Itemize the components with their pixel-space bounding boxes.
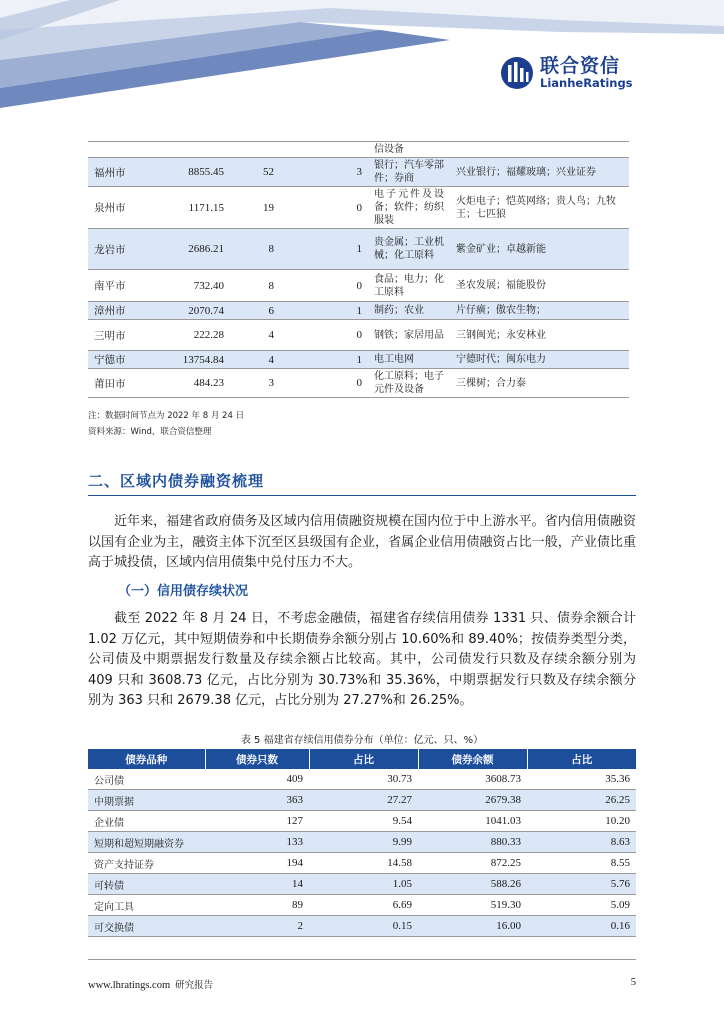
- count-share-cell: 9.54: [309, 811, 418, 832]
- type-cell: 公司债: [88, 769, 205, 790]
- count-share-cell: 14.58: [309, 853, 418, 874]
- type-cell: 短期和超短期融资券: [88, 832, 205, 853]
- lianhe-logo-icon: [500, 56, 534, 90]
- city-cell: 南平市: [88, 270, 139, 302]
- type-cell: 中期票据: [88, 790, 205, 811]
- table-source: 资料来源：Wind，联合资信整理: [88, 427, 212, 437]
- section-divider: [88, 495, 636, 496]
- amount-cell: 222.28: [139, 320, 230, 351]
- type-cell: 企业债: [88, 811, 205, 832]
- companies-cell: 圣农发展；福能股份: [450, 270, 629, 302]
- industry-cell: 化工原料；电子元件及设备: [368, 369, 450, 398]
- count-cell: 89: [205, 895, 309, 916]
- industry-cell: 信设备: [368, 142, 450, 158]
- table-row: [88, 790, 636, 811]
- companies-cell: 片仔癀；傲农生物；: [450, 302, 629, 320]
- industry-cell: 电工电网: [368, 351, 450, 369]
- type-cell: 可交换债: [88, 916, 205, 937]
- footer-divider: [88, 959, 636, 960]
- brand-logo: [500, 56, 633, 90]
- table-row: [88, 187, 629, 229]
- companies-cell: 三棵树；合力泰: [450, 369, 629, 398]
- balance-cell: 880.33: [418, 832, 527, 853]
- amount-cell: [139, 142, 230, 158]
- table-row: [88, 270, 629, 302]
- table-row: [88, 320, 629, 351]
- balance-share-cell: 5.09: [527, 895, 636, 916]
- amount-cell: 8855.45: [139, 158, 230, 187]
- count-cell: 2: [205, 916, 309, 937]
- count-cell: 19: [230, 187, 280, 229]
- balance-share-cell: 35.36: [527, 769, 636, 790]
- count-cell: 4: [230, 320, 280, 351]
- type-cell: 可转债: [88, 874, 205, 895]
- header-balance-share: 占比: [527, 749, 636, 769]
- bond-distribution-table: [88, 749, 636, 937]
- table-row: [88, 874, 636, 895]
- companies-cell: 三钢闽光；永安林业: [450, 320, 629, 351]
- count-share-cell: 30.73: [309, 769, 418, 790]
- section-heading: 二、区域内债券融资梳理: [88, 472, 265, 490]
- count-cell: 8: [230, 229, 280, 270]
- count-cell: 363: [205, 790, 309, 811]
- count-share-cell: 6.69: [309, 895, 418, 916]
- city-cell: 三明市: [88, 320, 139, 351]
- city-cell: 福州市: [88, 158, 139, 187]
- companies-cell: 紫金矿业；卓越新能: [450, 229, 629, 270]
- table-row: [88, 916, 636, 937]
- table-row: [88, 832, 636, 853]
- table-row: [88, 302, 629, 320]
- type-cell: 定向工具: [88, 895, 205, 916]
- section-paragraph-1: 近年来，福建省政府债务及区域内信用债融资规模在国内位于中上游水平。省内信用债融资以国有企业为主，融资主体下沉至区县级国有企业，省属企业信用债融资占比一般，产业债比重高于城投债，区域内信用债集中兑付压力不大。: [88, 514, 636, 570]
- count-share-cell: 27.27: [309, 790, 418, 811]
- number-cell: 1: [280, 302, 368, 320]
- logo-chinese-name: 联合资信: [540, 55, 621, 77]
- table-row: [88, 853, 636, 874]
- amount-cell: 2070.74: [139, 302, 230, 320]
- logo-english-name: LianheRatings: [540, 75, 633, 90]
- count-cell: 194: [205, 853, 309, 874]
- industry-cell: 贵金属；工业机械；化工原料: [368, 229, 450, 270]
- number-cell: [280, 142, 368, 158]
- table-row: [88, 369, 629, 398]
- amount-cell: 13754.84: [139, 351, 230, 369]
- number-cell: 0: [280, 187, 368, 229]
- count-cell: 127: [205, 811, 309, 832]
- amount-cell: 1171.15: [139, 187, 230, 229]
- balance-share-cell: 0.16: [527, 916, 636, 937]
- table-row: [88, 769, 636, 790]
- companies-cell: 宁德时代；闽东电力: [450, 351, 629, 369]
- industry-cell: 食品；电力；化工原料: [368, 270, 450, 302]
- balance-share-cell: 8.63: [527, 832, 636, 853]
- count-cell: 3: [230, 369, 280, 398]
- balance-share-cell: 5.76: [527, 874, 636, 895]
- table-row: [88, 158, 629, 187]
- balance-cell: 519.30: [418, 895, 527, 916]
- table-note: 注：数据时间节点为 2022 年 8 月 24 日: [88, 411, 245, 421]
- balance-share-cell: 10.20: [527, 811, 636, 832]
- companies-cell: 火炬电子；恺英网络；贵人鸟；九牧王；七匹狼: [450, 187, 629, 229]
- balance-cell: 16.00: [418, 916, 527, 937]
- page-number: 5: [630, 977, 636, 988]
- section-paragraph-2: 截至 2022 年 8 月 24 日，不考虑金融债，福建省存续信用债券 1331 只、债券余额合计 1.02 万亿元，其中短期债券和中长期债券余额分别占 10.60%和 89.40%；按债券类型分类，公司债及中期票据发行数量及存续余额占比较高。其中，公司债发行只数及存续余额分别为 409 只和 3608.73 亿元，占比分别为 30.73%和 35.36%，中期票据发行只数及存续余额分别为 363 只和 2679.38 亿元，占比分别为 27.27%和 26.25%。: [88, 611, 636, 708]
- table-row: [88, 351, 629, 369]
- amount-cell: 484.23: [139, 369, 230, 398]
- industry-cell: 制药；农业: [368, 302, 450, 320]
- balance-share-cell: 26.25: [527, 790, 636, 811]
- amount-cell: 2686.21: [139, 229, 230, 270]
- number-cell: 0: [280, 320, 368, 351]
- companies-cell: [450, 142, 629, 158]
- count-share-cell: 1.05: [309, 874, 418, 895]
- city-cell: 泉州市: [88, 187, 139, 229]
- region-company-table: [88, 141, 629, 398]
- balance-cell: 872.25: [418, 853, 527, 874]
- count-cell: 6: [230, 302, 280, 320]
- footer-label: 研究报告: [175, 980, 214, 991]
- header-bond-count: 债券只数: [205, 749, 309, 769]
- balance-cell: 588.26: [418, 874, 527, 895]
- city-cell: 宁德市: [88, 351, 139, 369]
- balance-cell: 2679.38: [418, 790, 527, 811]
- amount-cell: 732.40: [139, 270, 230, 302]
- count-cell: 409: [205, 769, 309, 790]
- table-row: [88, 142, 629, 158]
- city-cell: 龙岩市: [88, 229, 139, 270]
- industry-cell: 电子元件及设备；软件；纺织服装: [368, 187, 450, 229]
- balance-share-cell: 8.55: [527, 853, 636, 874]
- header-bond-type: 债券品种: [88, 749, 205, 769]
- city-cell: 莆田市: [88, 369, 139, 398]
- number-cell: 0: [280, 369, 368, 398]
- number-cell: 0: [280, 270, 368, 302]
- header-bond-balance: 债券余额: [418, 749, 527, 769]
- number-cell: 1: [280, 351, 368, 369]
- companies-cell: 兴业银行；福耀玻璃；兴业证券: [450, 158, 629, 187]
- balance-cell: 1041.03: [418, 811, 527, 832]
- city-cell: [88, 142, 139, 158]
- count-share-cell: 9.99: [309, 832, 418, 853]
- footer-left: [88, 977, 213, 991]
- subsection-heading: （一）信用债存续状况: [118, 584, 249, 599]
- number-cell: 3: [280, 158, 368, 187]
- count-cell: 133: [205, 832, 309, 853]
- table-row: [88, 895, 636, 916]
- count-cell: 14: [205, 874, 309, 895]
- count-cell: [230, 142, 280, 158]
- industry-cell: 银行；汽车零部件；券商: [368, 158, 450, 187]
- count-cell: 8: [230, 270, 280, 302]
- count-cell: 52: [230, 158, 280, 187]
- balance-cell: 3608.73: [418, 769, 527, 790]
- table-row: [88, 811, 636, 832]
- count-share-cell: 0.15: [309, 916, 418, 937]
- city-cell: 漳州市: [88, 302, 139, 320]
- industry-cell: 钢铁；家居用品: [368, 320, 450, 351]
- number-cell: 1: [280, 229, 368, 270]
- count-cell: 4: [230, 351, 280, 369]
- footer-website-link[interactable]: www.lhratings.com: [88, 980, 171, 991]
- type-cell: 资产支持证券: [88, 853, 205, 874]
- table-caption: 表 5 福建省存续信用债券分布（单位：亿元、只、%）: [240, 735, 484, 746]
- header-count-share: 占比: [309, 749, 418, 769]
- table-row: [88, 229, 629, 270]
